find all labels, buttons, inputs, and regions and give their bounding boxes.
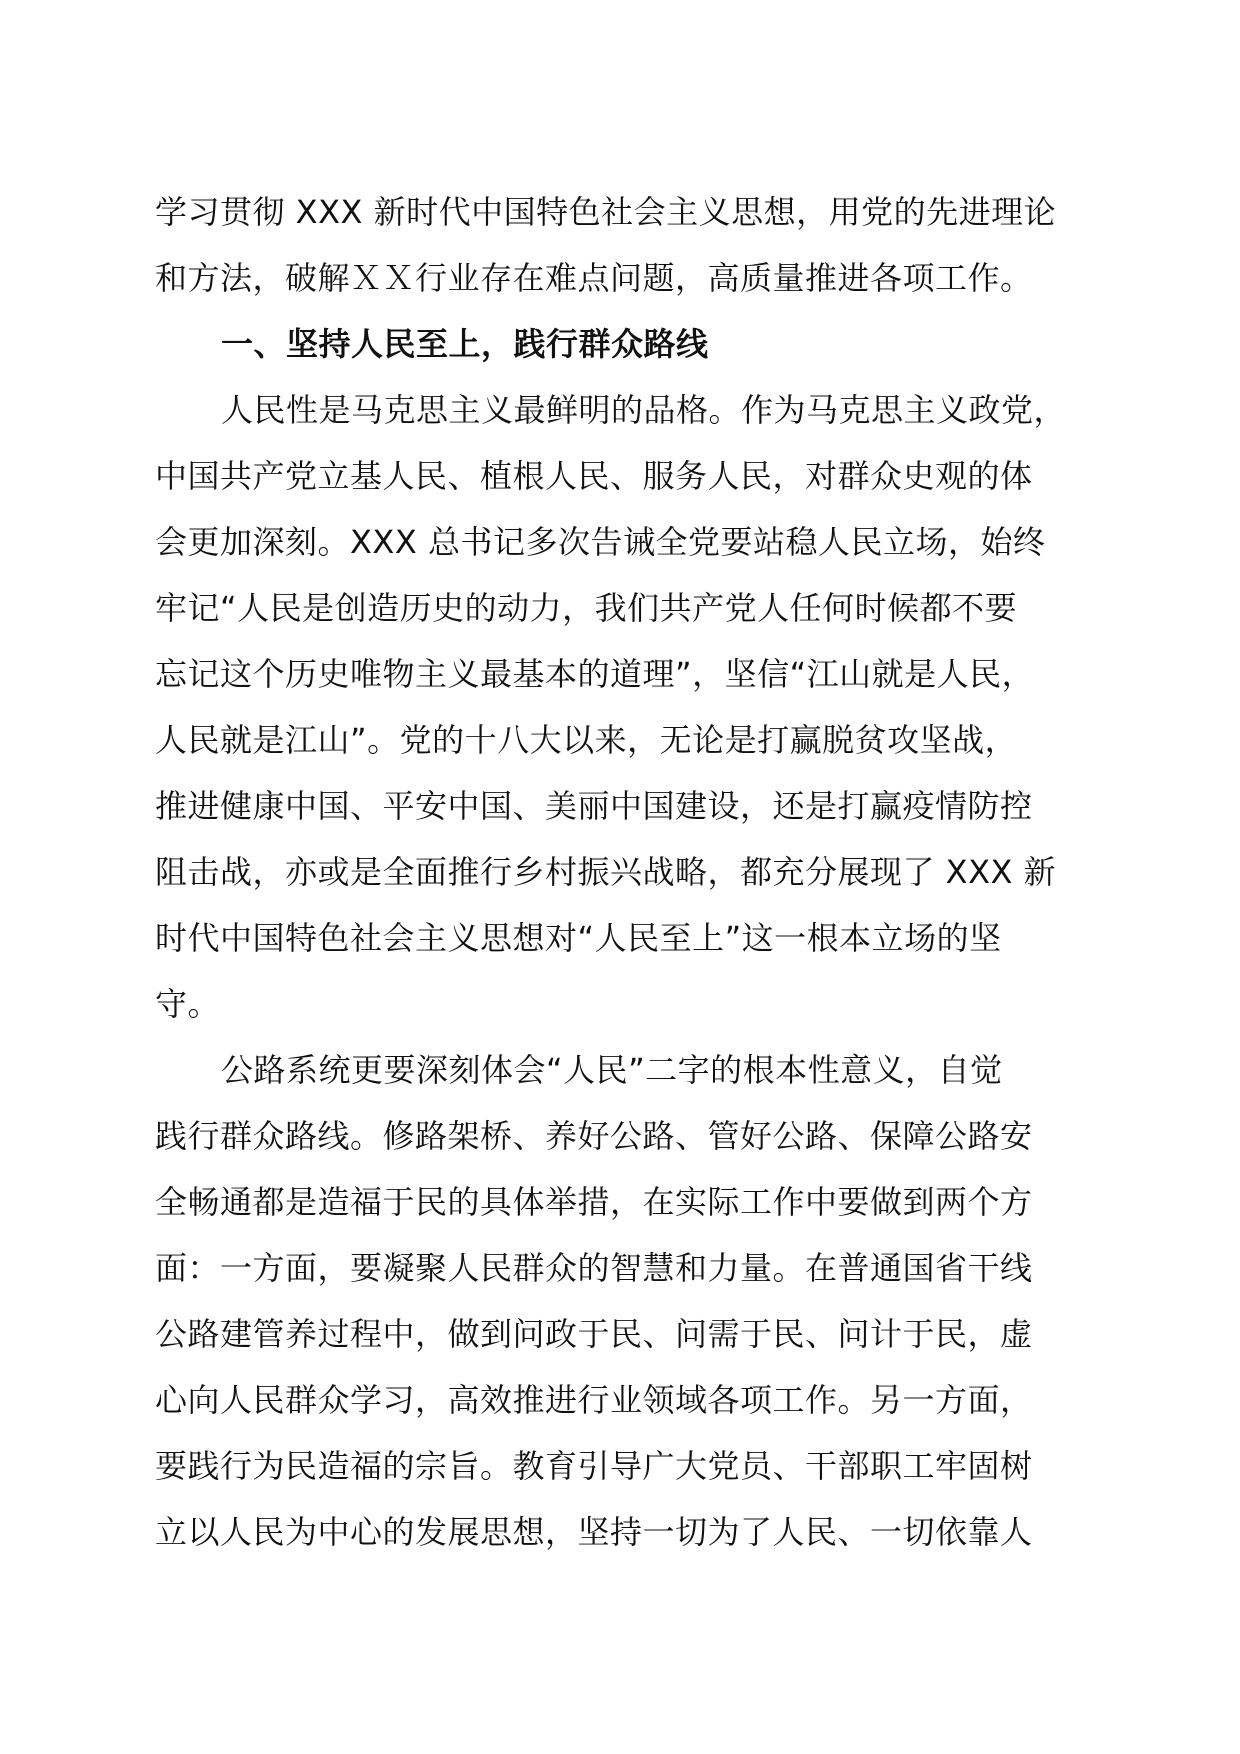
paragraph-2-line: 立以人民为中心的发展思想，坚持一切为了人民、一切依靠人 — [155, 1513, 1033, 1551]
paragraph-1-line: 时代中国特色社会主义思想对“人民至上”这一根本立场的坚 — [155, 919, 1002, 957]
paragraph-1-line: 忘记这个历史唯物主义最基本的道理”，坚信“江山就是人民， — [155, 655, 1035, 693]
section-heading: 一、坚持人民至上，践行群众路线 — [221, 325, 709, 363]
paragraph-1-line: 会更加深刻。XXX 总书记多次告诫全党要站稳人民立场，始终 — [155, 523, 1046, 561]
paragraph-2-line: 公路系统更要深刻体会“人民”二字的根本性意义，自觉 — [221, 1051, 1003, 1089]
paragraph-2-line: 面：一方面，要凝聚人民群众的智慧和力量。在普通国省干线 — [155, 1249, 1033, 1287]
intro-line: 学习贯彻 XXX 新时代中国特色社会主义思想，用党的先进理论 — [155, 193, 1057, 231]
paragraph-1-line: 牢记“人民是创造历史的动力，我们共产党人任何时候都不要 — [155, 589, 1018, 627]
paragraph-2-line: 践行群众路线。修路架桥、养好公路、管好公路、保障公路安 — [155, 1117, 1033, 1155]
intro-line: 和方法，破解ＸＸ行业存在难点问题，高质量推进各项工作。 — [155, 259, 1033, 297]
paragraph-1-line: 推进健康中国、平安中国、美丽中国建设，还是打赢疫情防控 — [155, 787, 1033, 825]
paragraph-1-line: 中国共产党立基人民、植根人民、服务人民，对群众史观的体 — [155, 457, 1033, 495]
paragraph-2-line: 要践行为民造福的宗旨。教育引导广大党员、干部职工牢固树 — [155, 1447, 1033, 1485]
paragraph-2-line: 全畅通都是造福于民的具体举措，在实际工作中要做到两个方 — [155, 1183, 1033, 1221]
paragraph-1-line: 阻击战，亦或是全面推行乡村振兴战略，都充分展现了 XXX 新 — [155, 853, 1057, 891]
paragraph-2-line: 心向人民群众学习，高效推进行业领域各项工作。另一方面， — [155, 1381, 1033, 1419]
paragraph-1-line: 守。 — [155, 985, 221, 1023]
paragraph-1-line: 人民就是江山”。党的十八大以来，无论是打赢脱贫攻坚战， — [155, 721, 1018, 759]
paragraph-1-line: 人民性是马克思主义最鲜明的品格。作为马克思主义政党， — [221, 391, 1067, 429]
paragraph-2-line: 公路建管养过程中，做到问政于民、问需于民、问计于民，虚 — [155, 1315, 1033, 1353]
document-body — [155, 179, 1085, 1565]
